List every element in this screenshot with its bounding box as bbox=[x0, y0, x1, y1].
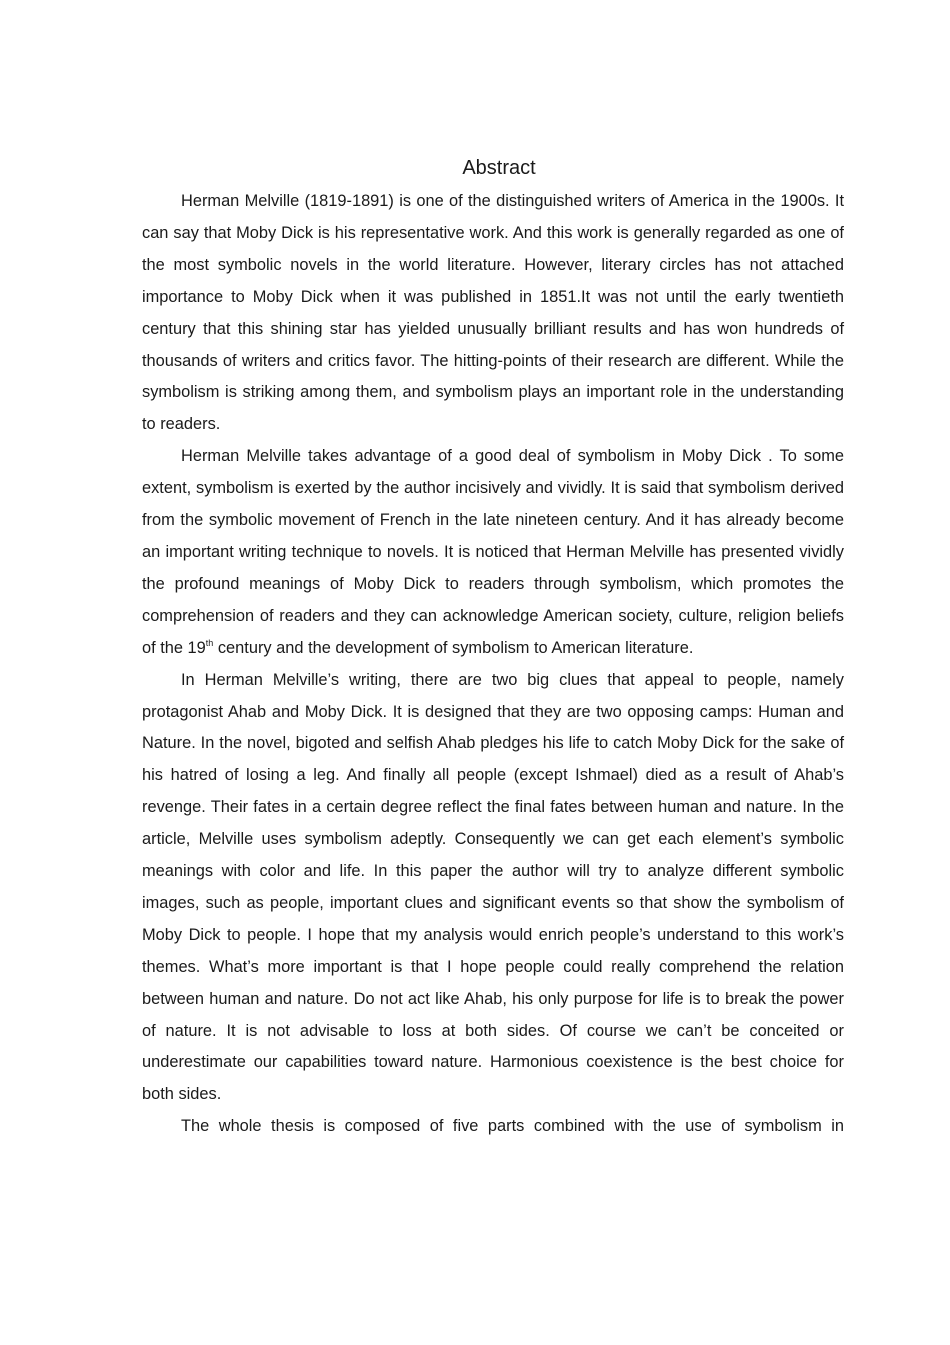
paragraph: In Herman Melville’s writing, there are two big clues that appeal to people, namely protagonist Ahab and Moby Dick. It is designed that they are two opposing camps: Human and Nature. In the novel, bigoted and selfish Ahab pledges his life to catch Moby Dick for the sake of his hatred of losing a leg. And finally all people (except Ishmael) died as a result of Ahab’s revenge. Their fates in a certain degree reflect the final fates between human and nature. In the article, Melville uses symbolism adeptly. Consequently we can get each element’s symbolic meanings with color and life. In this paper the author will try to analyze different symbolic images, such as people, important clues and significant events so that show the symbolism of Moby Dick to people. I hope that my analysis would enrich people’s understand to this work’s themes. What’s more important is that I hope people could really comprehend the relation between human and nature. Do not act like Ahab, his only purpose for life is to break the power of nature. It is not advisable to loss at both sides. Of course we can’t be conceited or underestimate our capabilities toward nature. Harmonious coexistence is the best choice for both sides. bbox=[142, 670, 844, 1104]
paragraph-text: Herman Melville takes advantage of a good deal of symbolism in Moby Dick . To some extent, symbolism is exerted by the author incisively and vividly. It is said that symbolism derived from the symbolic movement of French in the late nineteen century. And it has already become an important writing technique to novels. It is noticed that Herman Melville has presented vividly the profound meanings of Moby Dick to readers through symbolism, which promotes the comprehension of readers and they can acknowledge American society, culture, religion beliefs of the 19 bbox=[142, 447, 844, 657]
abstract-body bbox=[142, 186, 844, 1143]
paragraph bbox=[142, 441, 844, 664]
page-title: Abstract bbox=[462, 157, 536, 179]
paragraph: Herman Melville (1819-1891) is one of the distinguished writers of America in the 1900s. It can say that Moby Dick is his representative work. And this work is generally regarded as one of the most symbolic novels in the world literature. However, literary circles has not attached importance to Moby Dick when it was published in 1851.It was not until the early twentieth century that this shining star has yielded unusually brilliant results and has won hundreds of thousands of writers and critics favor. The hitting-points of their research are different. While the symbolism is striking among them, and symbolism plays an important role in the understanding to readers. bbox=[142, 192, 844, 434]
paragraph-text: century and the development of symbolism to American literature. bbox=[213, 638, 694, 657]
ordinal-superscript: th bbox=[205, 637, 214, 648]
paragraph: The whole thesis is composed of five parts combined with the use of symbolism in bbox=[181, 1117, 844, 1136]
